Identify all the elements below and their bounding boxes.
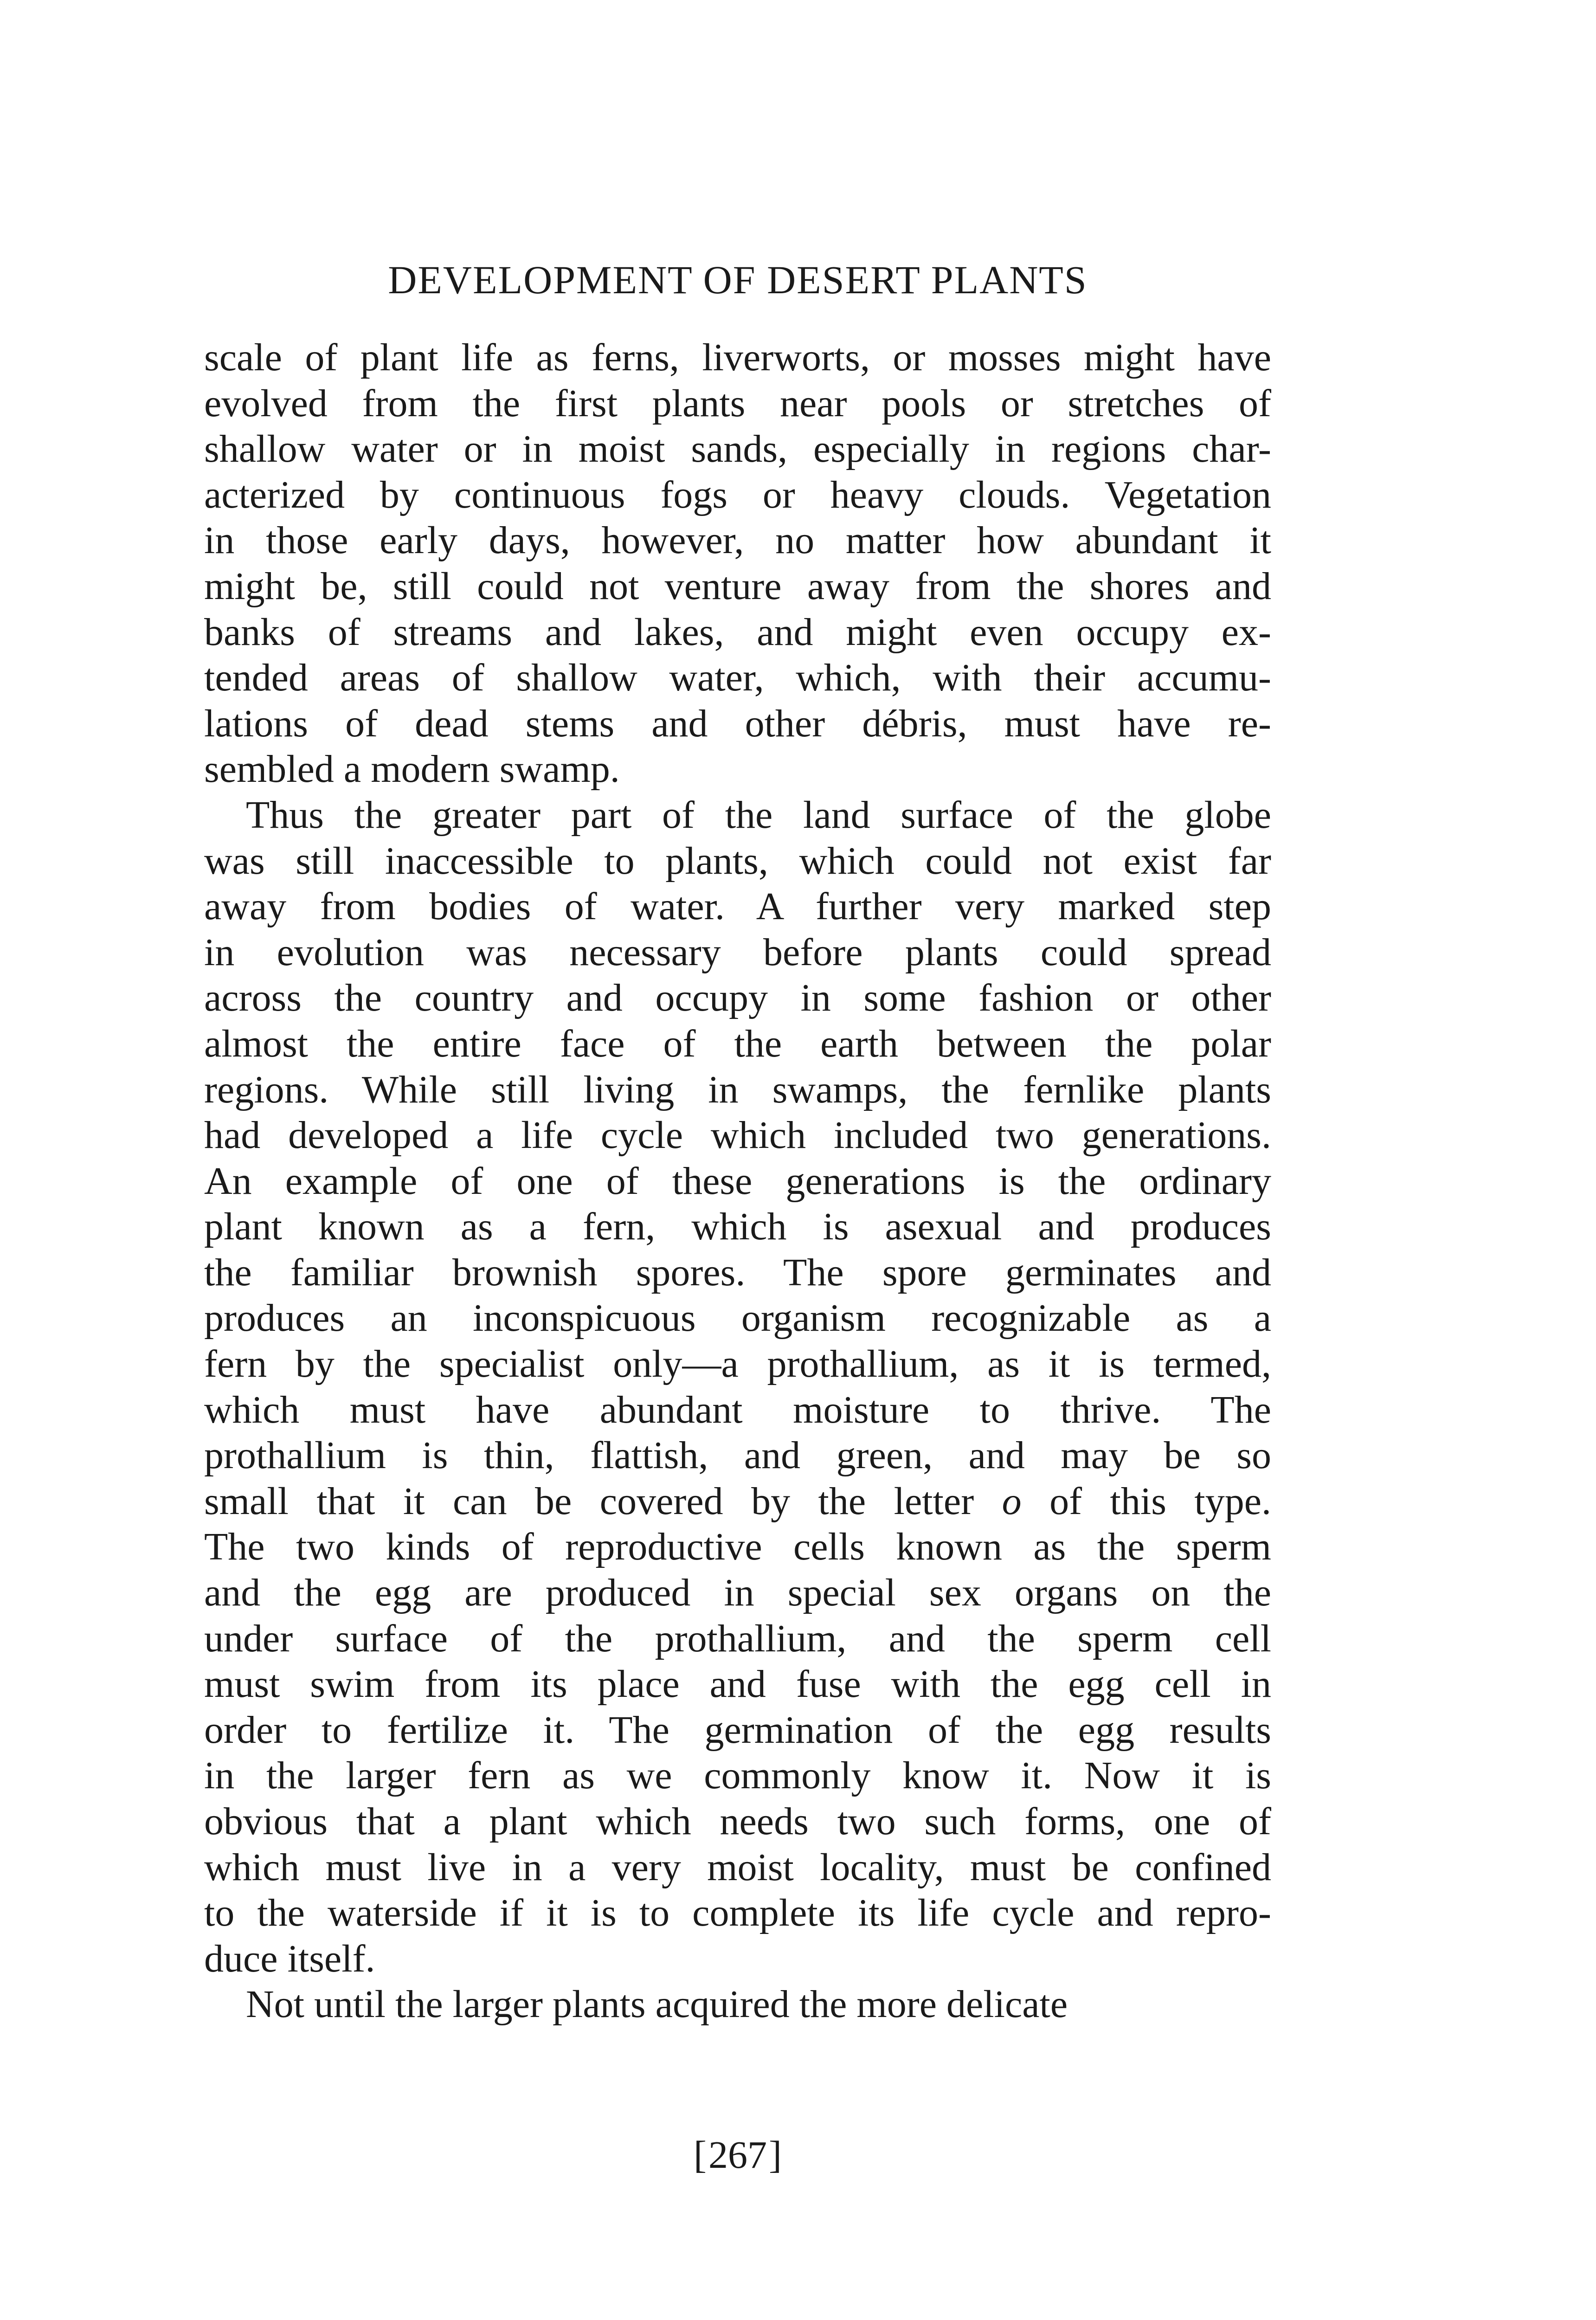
text-line: which must live in a very moist locality, must be confined [204,1845,1271,1889]
text-line: An example of one of these generations is the ordinary [204,1159,1271,1203]
text-line: tended areas of shallow water, which, with their accumu- [204,656,1271,700]
text-line: acterized by continuous fogs or heavy clouds. Vegetation [204,473,1271,516]
italic-letter: o [1002,1479,1022,1523]
page-number-value: 267 [708,2133,767,2177]
text-line: in evolution was necessary before plants could spread [204,930,1271,974]
body-text [204,335,1271,2028]
text-line: which must have abundant moisture to thrive. The [204,1388,1271,1431]
text-line: plant known as a fern, which is asexual and produces [204,1205,1271,1249]
paragraph-first-line: Not until the larger plants acquired the more delicate [246,1983,1068,2026]
text-line: under surface of the prothallium, and the sperm cell [204,1617,1271,1660]
text-line: regions. While still living in swamps, the fernlike plants [204,1068,1271,1111]
text-line: duce itself. [204,1937,375,1980]
text-line: almost the entire face of the earth between the polar [204,1022,1271,1065]
running-head: DEVELOPMENT OF DESERT PLANTS [388,258,1088,302]
text-line: banks of streams and lakes, and might even occupy ex- [204,610,1271,654]
text-line: was still inaccessible to plants, which could not exist far [204,839,1271,883]
text-line: across the country and occupy in some fashion or other [204,976,1271,1020]
text-line: The two kinds of reproductive cells known as the sperm [204,1525,1271,1569]
text-line: order to fertilize it. The germination of the egg results [204,1708,1271,1752]
text-line: in those early days, however, no matter how abundant it [204,519,1271,562]
text-line: sembled a modern swamp. [204,748,620,791]
text-line: evolved from the first plants near pools or stretches of [204,381,1271,425]
text-line: might be, still could not venture away from the shores and [204,564,1271,608]
text-line: lations of dead stems and other débris, must have re- [204,702,1271,745]
text-line: away from bodies of water. A further very marked step [204,885,1271,928]
text-line: obvious that a plant which needs two such forms, one of [204,1800,1271,1843]
text-line: to the waterside if it is to complete its life cycle and repro- [204,1891,1271,1935]
paragraph-first-line: Thus the greater part of the land surface of the globe [246,793,1271,837]
left-bracket: [ [694,2133,707,2177]
text-line: the familiar brownish spores. The spore germinates and [204,1250,1271,1294]
right-bracket: ] [769,2133,782,2177]
page-number [204,2130,1271,2181]
text-line: must swim from its place and fuse with the egg cell in [204,1663,1271,1706]
text-line: in the larger fern as we commonly know it. Now it is [204,1754,1271,1798]
text-line: had developed a life cycle which included two generations. [204,1114,1271,1157]
text-line: fern by the specialist only—a prothallium, as it is termed, [204,1342,1271,1386]
text-line: produces an inconspicuous organism recognizable as a [204,1296,1271,1340]
text-line: and the egg are produced in special sex organs on the [204,1571,1271,1615]
text-line: small that it can be covered by the letter o of this type. [204,1479,1271,1523]
text-line: shallow water or in moist sands, especially in regions char- [204,427,1271,471]
text-line: scale of plant life as ferns, liverworts, or mosses might have [204,336,1271,379]
text-line: prothallium is thin, flattish, and green, and may be so [204,1434,1271,1477]
